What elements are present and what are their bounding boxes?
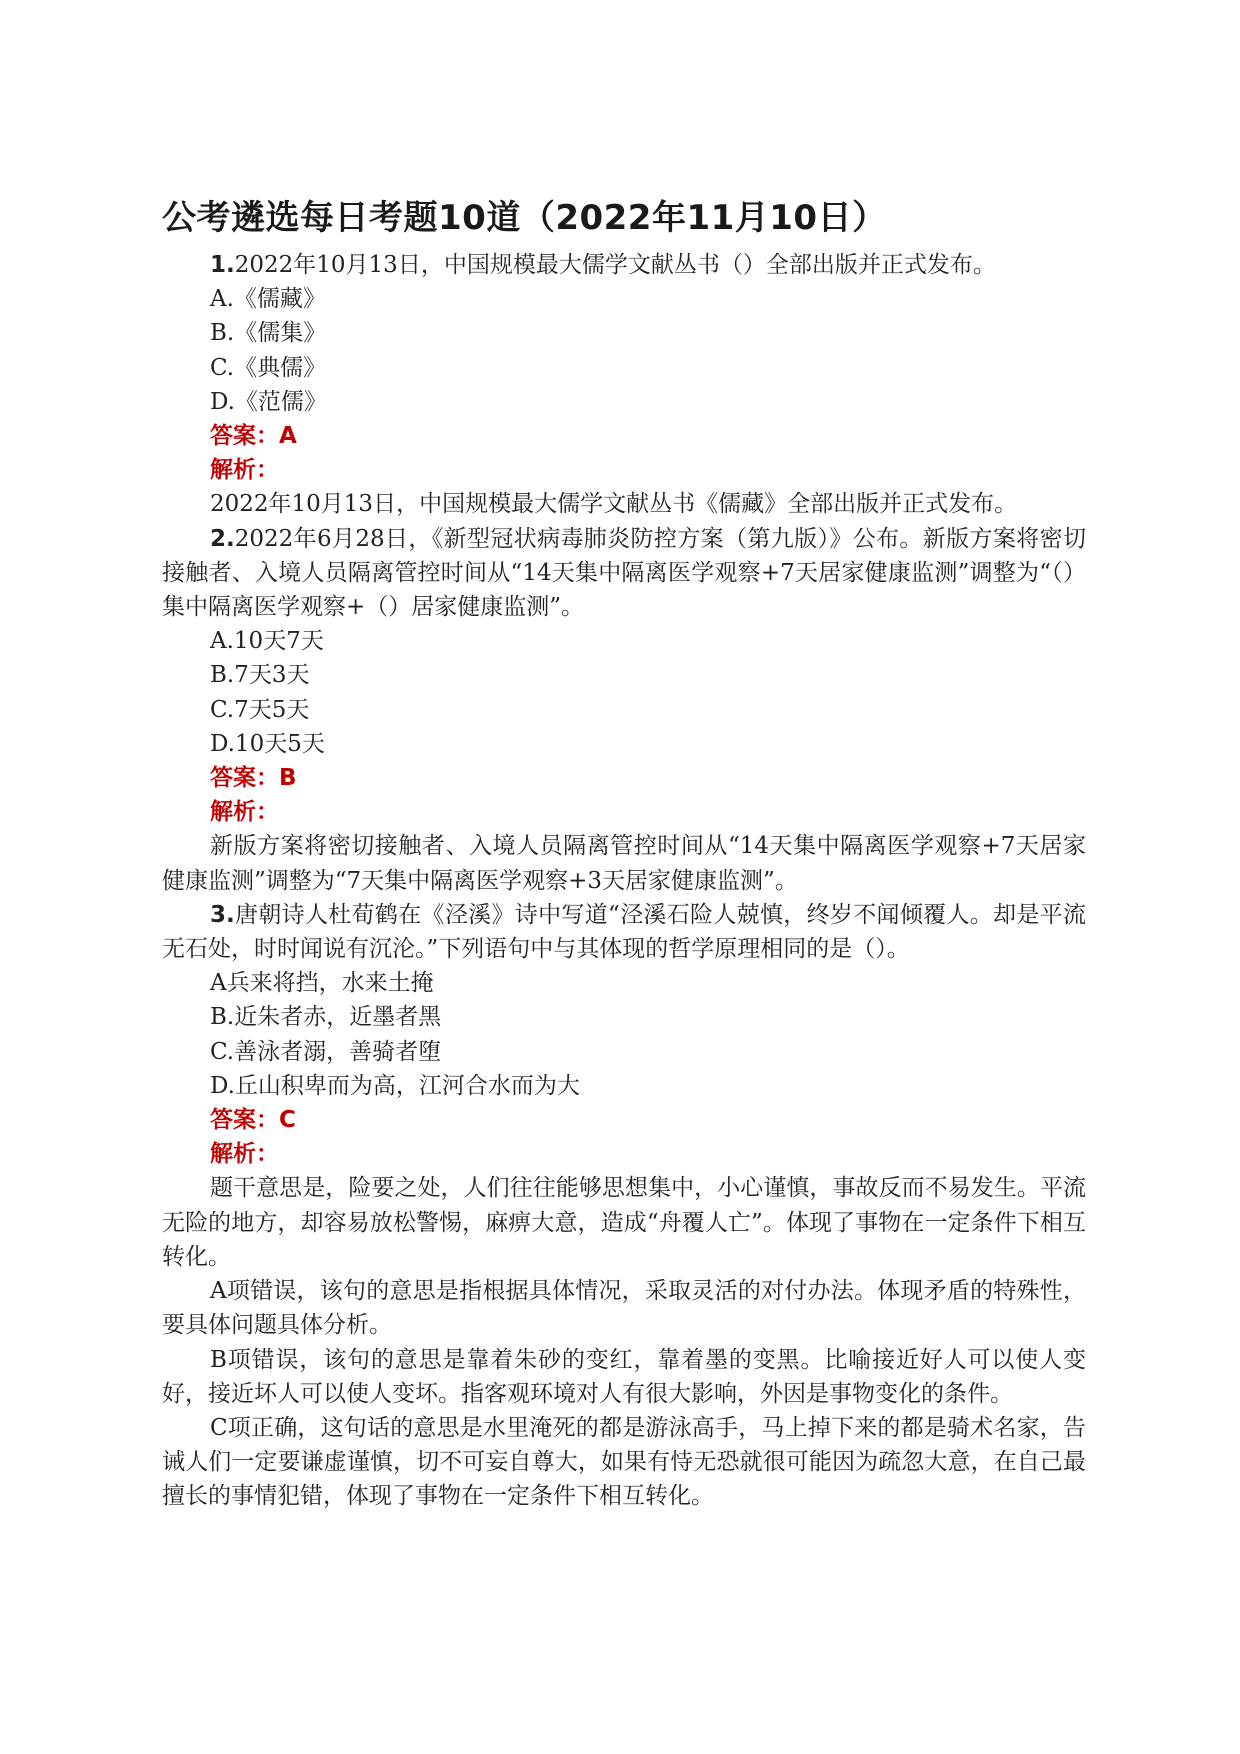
option-b: B.近朱者赤，近墨者黑 — [210, 1004, 442, 1031]
answer-value: A — [279, 423, 297, 450]
analysis-paragraph: 新版方案将密切接触者、入境人员隔离管控时间从“14天集中隔离医学观察+7天居家健康监测”调整为“7天集中隔离医学观察+3天居家健康监测”。 — [162, 833, 1086, 894]
analysis-paragraph: C项正确，这句话的意思是水里淹死的都是游泳高手，马上掉下来的都是骑术名家，告诫人们一定要谦虚谨慎，切不可妄自尊大，如果有恃无恐就很可能因为疏忽大意，在自己最擅长的事情犯错，体现了事物在一定条件下相互转化。 — [162, 1414, 1086, 1510]
analysis-paragraph: A项错误，该句的意思是指根据具体情况，采取灵活的对付办法。体现矛盾的特殊性，要具体问题具体分析。 — [162, 1278, 1086, 1339]
question-number: 3. — [210, 901, 235, 928]
analysis-label: 解析： — [210, 457, 279, 484]
answer-label: 答案： — [210, 1107, 279, 1134]
option-c: C.《典儒》 — [210, 354, 327, 381]
answer-line — [162, 761, 1086, 795]
analysis-label: 解析： — [210, 1141, 279, 1168]
option-c: C.7天5天 — [210, 696, 310, 723]
question-text: 唐朝诗人杜荀鹤在《泾溪》诗中写道“泾溪石险人兢慎，终岁不闻倾覆人。却是平流无石处，时时闻说有沉沦。”下列语句中与其体现的哲学原理相同的是（）。 — [162, 901, 1086, 963]
question-2 — [162, 522, 1086, 898]
option-d: D.丘山积卑而为高，江河合水而为大 — [210, 1072, 580, 1099]
answer-label: 答案： — [210, 765, 279, 792]
answer-line — [162, 1103, 1086, 1137]
question-number: 1. — [210, 252, 235, 278]
analysis-paragraph: B项错误，该句的意思是靠着朱砂的变红，靠着墨的变黑。比喻接近好人可以使人变好，接近坏人可以使人变坏。指客观环境对人有很大影响，外因是事物变化的条件。 — [162, 1346, 1086, 1407]
answer-line — [162, 419, 1086, 453]
option-a: A.《儒藏》 — [210, 286, 326, 313]
option-a: A兵来将挡，水来土掩 — [210, 970, 434, 997]
question-number: 2. — [210, 525, 235, 552]
question-1 — [162, 248, 1086, 522]
option-b: B.7天3天 — [210, 662, 310, 689]
answer-value: C — [279, 1107, 296, 1134]
document-page — [162, 196, 1086, 1514]
question-text: 2022年10月13日，中国规模最大儒学文献丛书（）全部出版并正式发布。 — [234, 252, 996, 278]
answer-value: B — [279, 765, 297, 792]
option-d: D.《范儒》 — [210, 388, 327, 415]
option-c: C.善泳者溺，善骑者堕 — [210, 1038, 442, 1065]
page-title: 公考遴选每日考题10道（2022年11月10日） — [162, 198, 887, 238]
analysis-paragraph: 题干意思是，险要之处，人们往往能够思想集中，小心谨慎，事故反而不易发生。平流无险的地方，却容易放松警惕，麻痹大意，造成“舟覆人亡”。体现了事物在一定条件下相互转化。 — [162, 1175, 1086, 1270]
question-stem — [162, 248, 1086, 282]
question-stem — [162, 522, 1086, 625]
option-b: B.《儒集》 — [210, 320, 327, 347]
question-text: 2022年6月28日，《新型冠状病毒肺炎防控方案（第九版）》公布。新版方案将密切接触者、入境人员隔离管控时间从“14天集中隔离医学观察+7天居家健康监测”调整为“（）集中隔离医学观察+（）居家健康监测”。 — [162, 525, 1086, 621]
analysis-paragraph: 2022年10月13日，中国规模最大儒学文献丛书《儒藏》全部出版并正式发布。 — [210, 491, 1018, 518]
option-d: D.10天5天 — [210, 730, 325, 757]
answer-label: 答案： — [210, 423, 279, 450]
question-stem — [162, 898, 1086, 966]
option-a: A.10天7天 — [210, 628, 324, 655]
analysis-label: 解析： — [210, 799, 279, 826]
question-3 — [162, 898, 1086, 1514]
